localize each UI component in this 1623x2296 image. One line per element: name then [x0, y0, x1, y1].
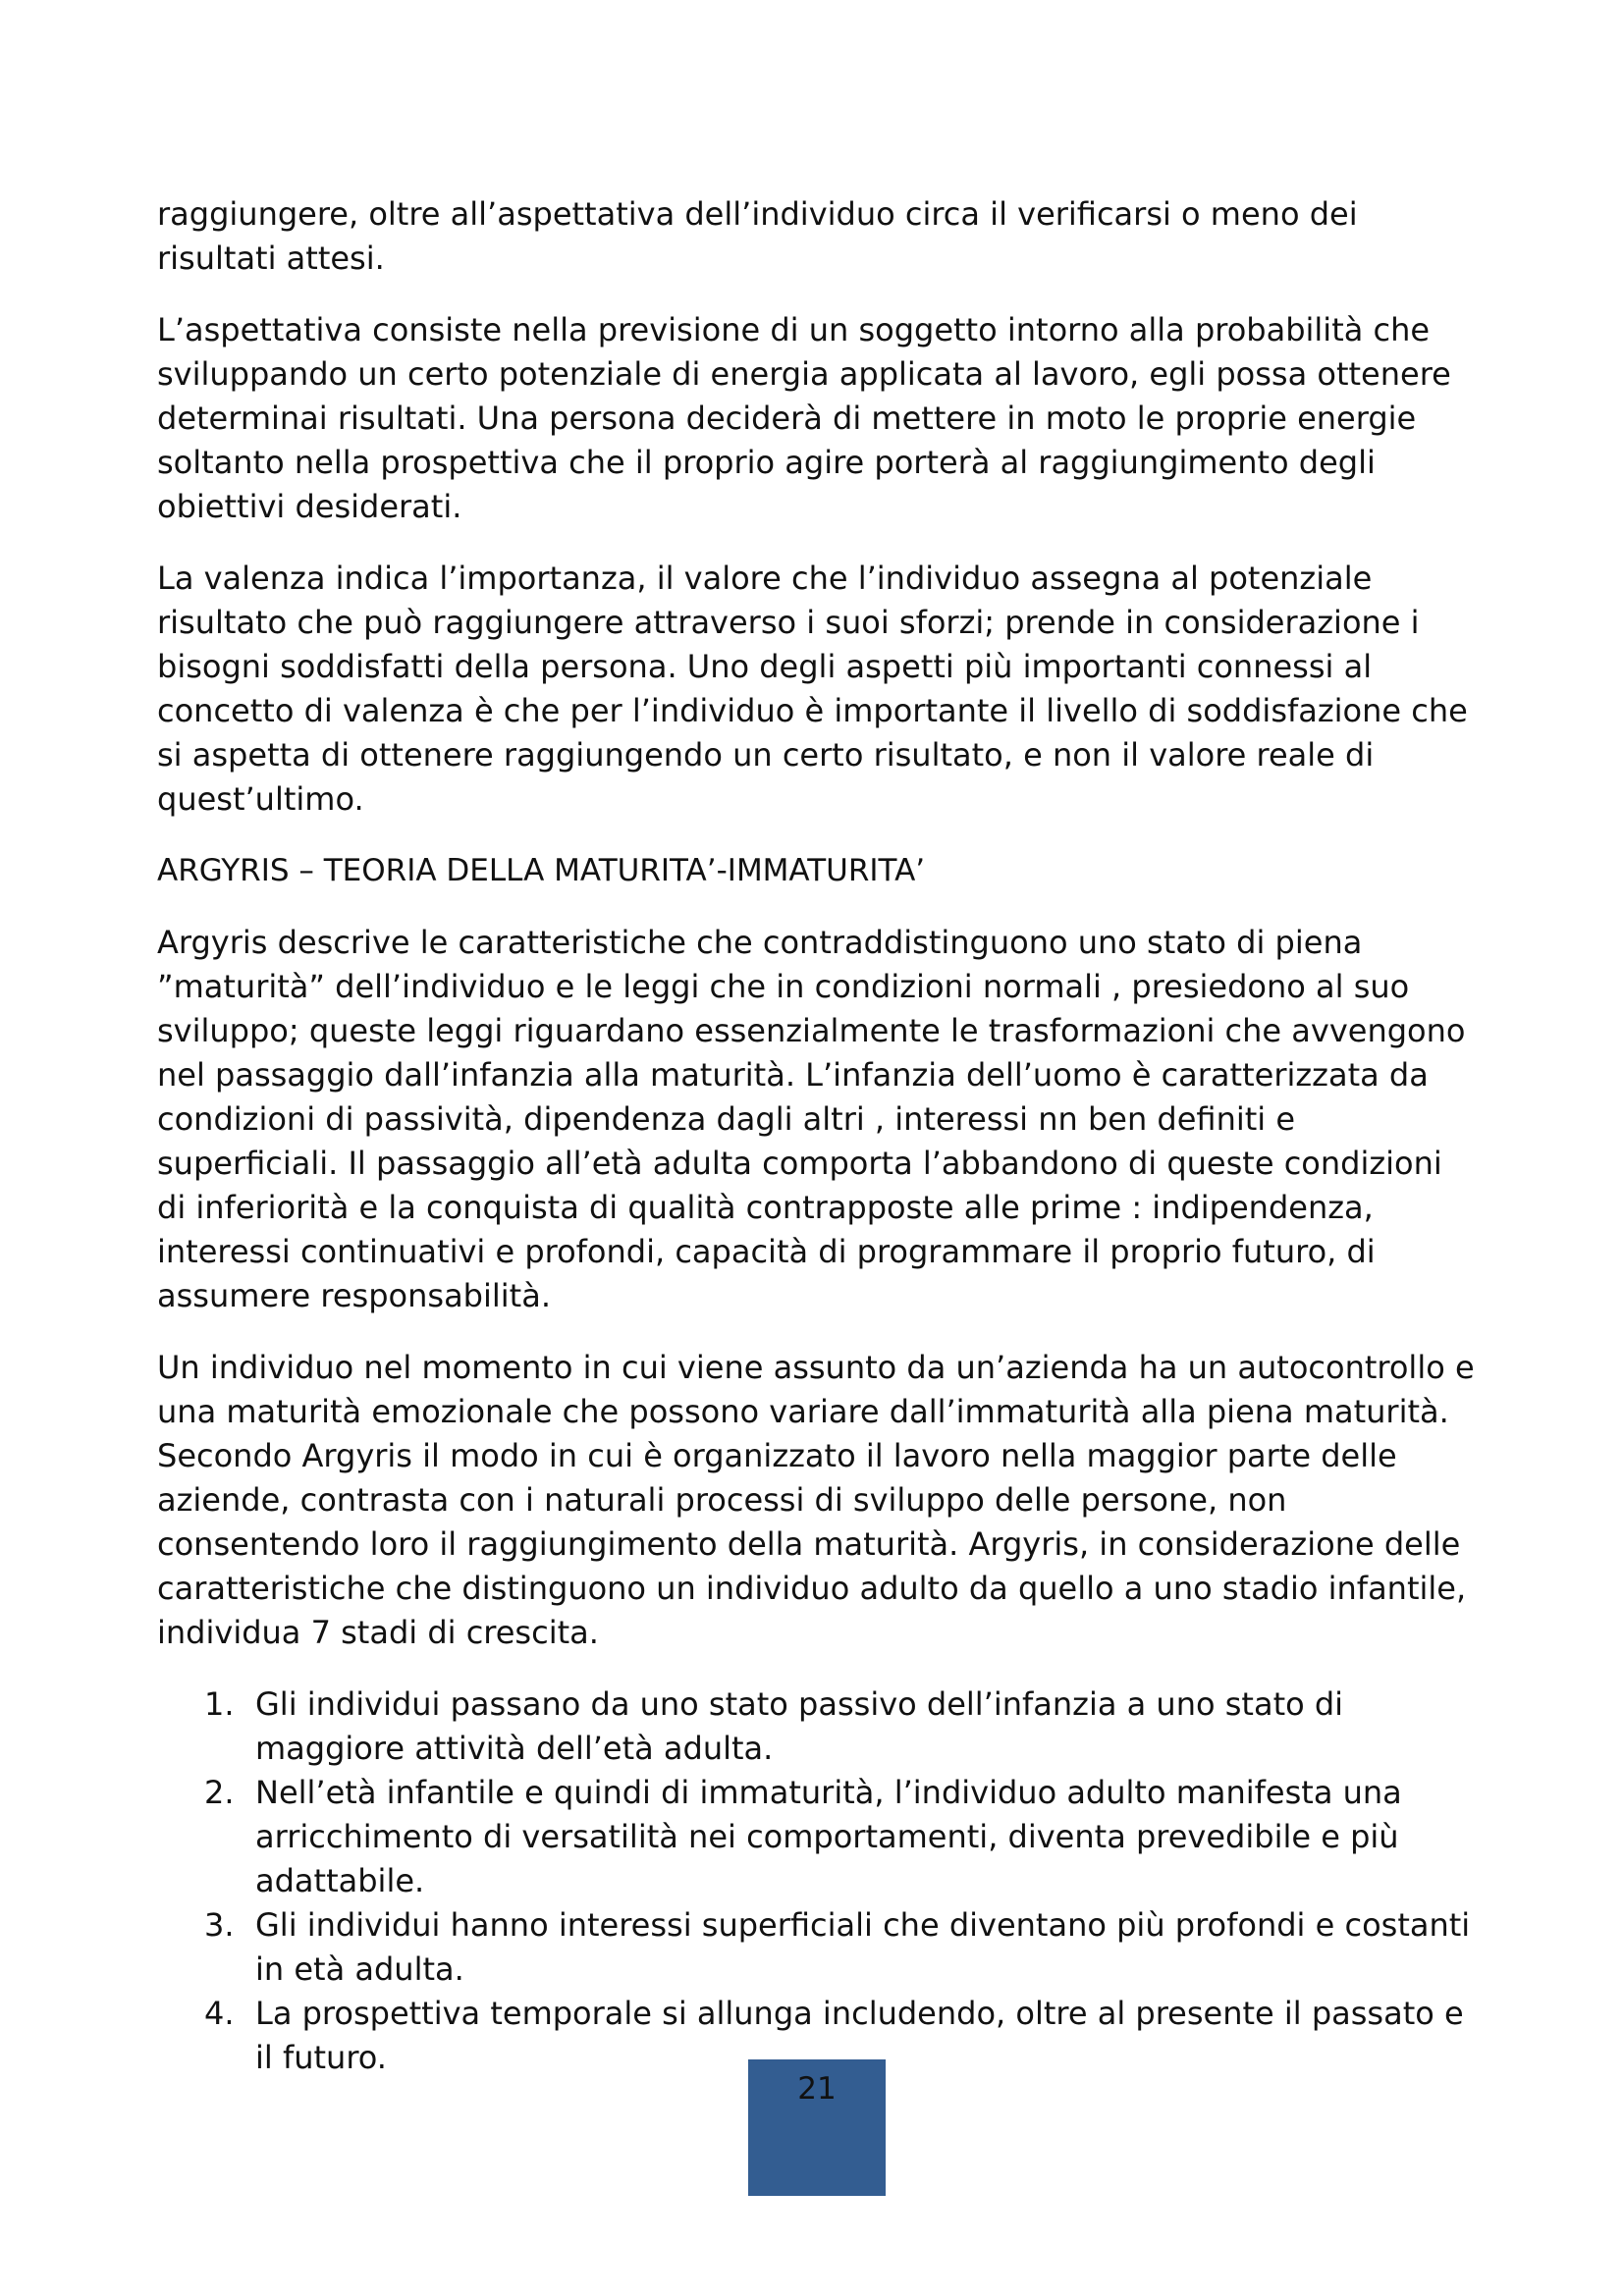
- list-item-text: La prospettiva temporale si allunga includendo, oltre al presente il passato e il futuro.: [255, 1995, 1464, 2076]
- page-number: 21: [797, 2071, 837, 2107]
- list-item-number: 4.: [204, 1995, 235, 2032]
- list-item-text: Nell’età infantile e quindi di immaturità, l’individuo adulto manifesta una arricchimento di versatilità nei comportamenti, diventa prevedibile e più adattabile.: [255, 1774, 1402, 1899]
- list-item: [157, 1682, 1478, 1771]
- list-item-number: 3.: [204, 1906, 235, 1944]
- section-heading: ARGYRIS – TEORIA DELLA MATURITA’-IMMATURITA’: [157, 853, 926, 888]
- list-item-number: 2.: [204, 1774, 235, 1811]
- list-item: [157, 1771, 1478, 1903]
- list-item: [157, 1903, 1478, 1992]
- list-item-text: Gli individui hanno interessi superficiali che diventano più profondi e costanti in età adulta.: [255, 1906, 1471, 1988]
- page-body: [157, 192, 1478, 2080]
- list-item-number: 1.: [204, 1685, 235, 1723]
- paragraph-valenza: La valenza indica l’importanza, il valore che l’individuo assegna al potenziale risultato che può raggiungere attraverso i suoi sforzi; prende in considerazione i bisogni soddisfatti della persona. Uno degli aspetti più importanti connessi al concetto di valenza è che per l’individuo è importante il livello di soddisfazione che si aspetta di ottenere raggiungendo un certo risultato, e non il valore reale di quest’ultimo.: [157, 560, 1468, 818]
- list-item-text: Gli individui passano da uno stato passivo dell’infanzia a uno stato di maggiore attività dell’età adulta.: [255, 1685, 1344, 1767]
- paragraph-aspettativa: L’aspettativa consiste nella previsione di un soggetto intorno alla probabilità che sviluppando un certo potenziale di energia applicata al lavoro, egli possa ottenere determinai risultati. Una persona deciderà di mettere in moto le proprie energie soltanto nella prospettiva che il proprio agire porterà al raggiungimento degli obiettivi desiderati.: [157, 311, 1451, 525]
- stages-list: [157, 1682, 1478, 2080]
- paragraph-continuation: raggiungere, oltre all’aspettativa dell’individuo circa il verificarsi o meno dei risultati attesi.: [157, 195, 1358, 277]
- page-number-box: [748, 2059, 886, 2196]
- paragraph-argyris-intro: Argyris descrive le caratteristiche che contraddistinguono uno stato di piena ”maturità” dell’individuo e le leggi che in condizioni normali , presiedono al suo sviluppo; queste leggi riguardano essenzialmente le trasformazioni che avvengono nel passaggio dall’infanzia alla maturità. L’infanzia dell’uomo è caratterizzata da condizioni di passività, dipendenza dagli altri , interessi nn ben definiti e superficiali. Il passaggio all’età adulta comporta l’abbandono di queste condizioni di inferiorità e la conquista di qualità contrapposte alle prime : indipendenza, interessi continuativi e profondi, capacità di programmare il proprio futuro, di assumere responsabilità.: [157, 924, 1466, 1314]
- paragraph-argyris-azienda: Un individuo nel momento in cui viene assunto da un’azienda ha un autocontrollo e una maturità emozionale che possono variare dall’immaturità alla piena maturità. Secondo Argyris il modo in cui è organizzato il lavoro nella maggior parte delle aziende, contrasta con i naturali processi di sviluppo delle persone, non consentendo loro il raggiungimento della maturità. Argyris, in considerazione delle caratteristiche che distinguono un individuo adulto da quello a uno stadio infantile, individua 7 stadi di crescita.: [157, 1349, 1475, 1651]
